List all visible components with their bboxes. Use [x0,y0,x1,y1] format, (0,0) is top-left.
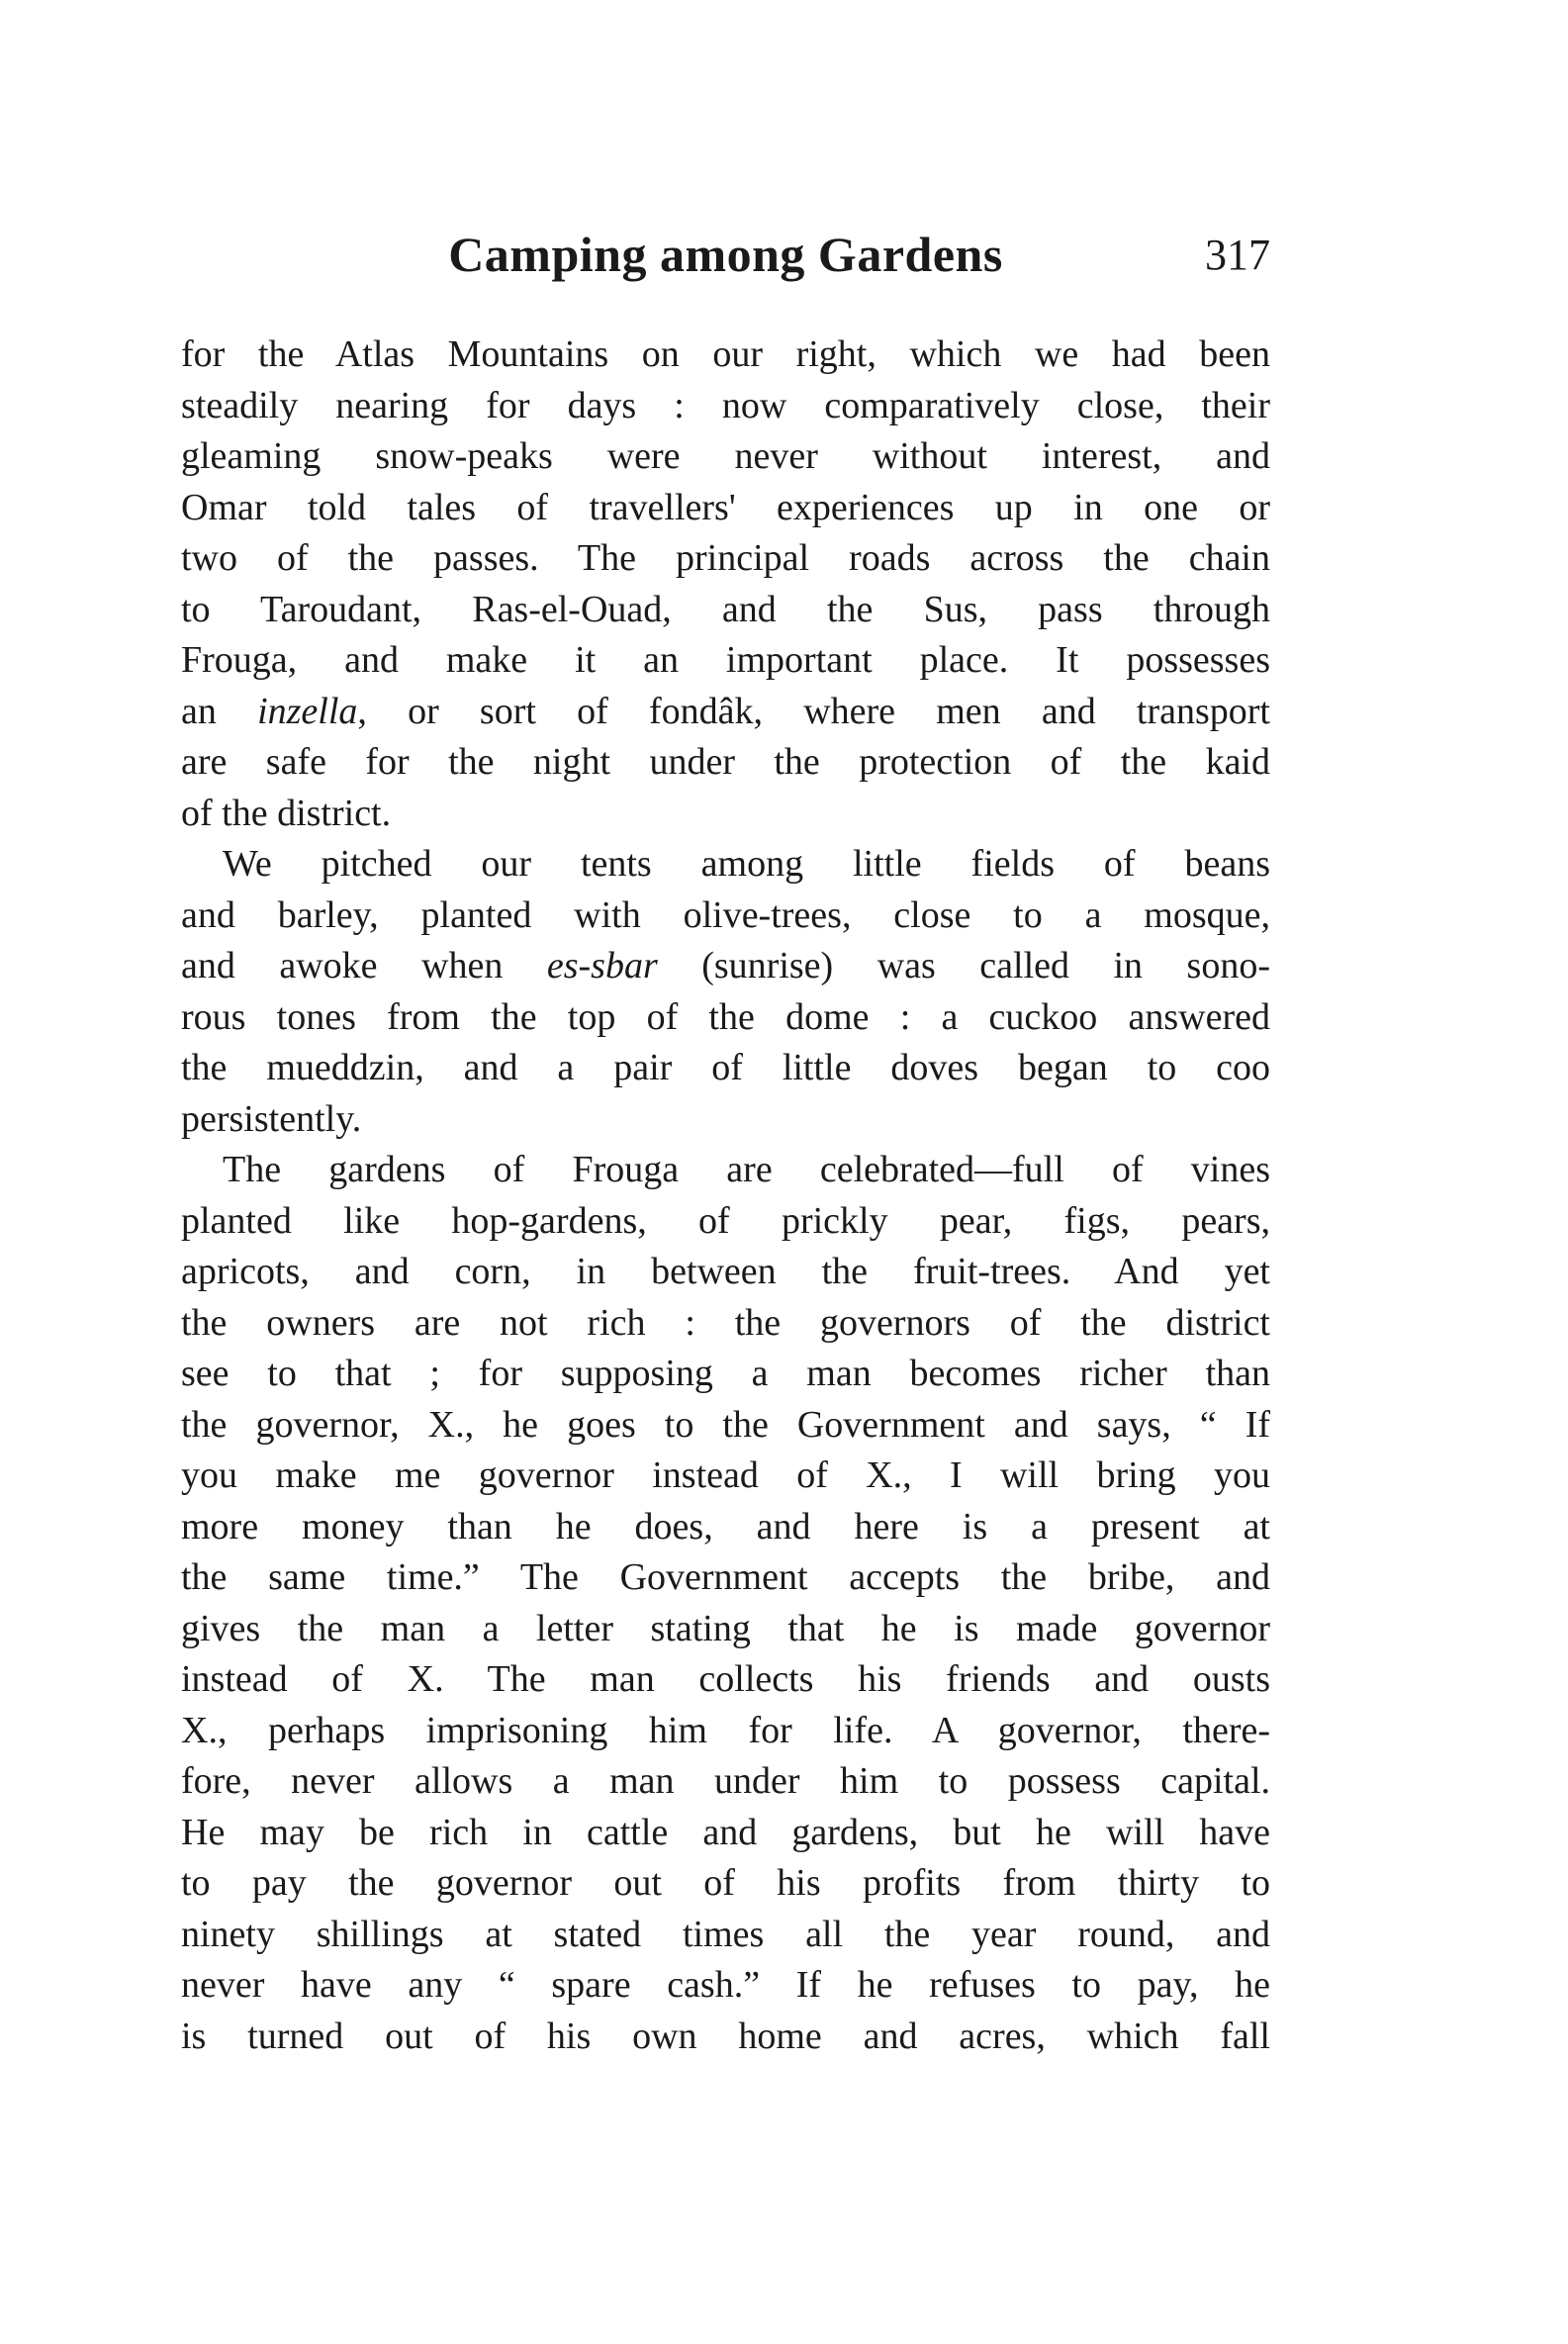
italic-term: es-sbar [546,945,658,986]
text-line: the mueddzin, and a pair of little doves began to coo [181,1047,1270,1088]
text-segment: an [181,690,258,732]
text-line: to Taroudant, Ras-el-Ouad, and the Sus, pass through [181,588,1270,630]
text-line: more money than he does, and here is a present at [181,1505,1270,1547]
text-line: gleaming snow-peaks were never without interest, and [181,435,1270,477]
text-segment: and awoke when [181,945,547,986]
text-line [181,687,1270,738]
text-line: you make me governor instead of X., I will bring you [181,1454,1270,1496]
text-line: the governor, X., he goes to the Government and says, “ If [181,1403,1270,1446]
text-line: gives the man a letter stating that he is made governor [181,1607,1270,1649]
text-line: fore, never allows a man under him to possess capital. [181,1760,1270,1802]
text-line: persistently. [181,1097,362,1140]
text-line: apricots, and corn, in between the fruit-trees. And yet [181,1251,1270,1292]
text-line: instead of X. The man collects his friends and ousts [181,1658,1270,1700]
text-line [181,941,1270,992]
text-line: is turned out of his own home and acres, which fall [181,2015,1270,2057]
text-line: We pitched our tents among little fields of beans [223,843,1270,885]
text-line: He may be rich in cattle and gardens, but he will have [181,1811,1270,1853]
text-line: never have any “ spare cash.” If he refuses to pay, he [181,1964,1270,2006]
text-line: X., perhaps imprisoning him for life. A governor, there- [181,1709,1270,1751]
text-line: and barley, planted with olive-trees, close to a mosque, [181,893,1270,936]
text-line: the same time.” The Government accepts the bribe, and [181,1556,1270,1598]
text-line: rous tones from the top of the dome : a cuckoo answered [181,995,1270,1038]
body-text [181,329,1270,2062]
page-number: 317 [1205,231,1270,279]
text-line: of the district. [181,792,392,834]
text-line: the owners are not rich : the governors of the district [181,1301,1270,1344]
text-line: planted like hop-gardens, of prickly pear, figs, pears, [181,1199,1270,1242]
text-line: for the Atlas Mountains on our right, which we had been [181,333,1270,375]
text-line: steadily nearing for days : now comparatively close, their [181,384,1270,426]
text-segment: (sunrise) was called in sono- [657,945,1270,986]
chapter-title: Camping among Gardens [448,227,1003,282]
text-line: Omar told tales of travellers' experiences up in one or [181,486,1270,528]
text-segment: , or sort of fondâk, where men and transport [357,690,1270,732]
text-line: see to that ; for supposing a man becomes richer than [181,1353,1270,1394]
text-line: two of the passes. The principal roads across the chain [181,537,1270,579]
text-line: The gardens of Frouga are celebrated—full of vines [223,1149,1270,1190]
text-line: ninety shillings at stated times all the year round, and [181,1913,1270,1955]
text-line: are safe for the night under the protection of the kaid [181,741,1270,783]
text-line: to pay the governor out of his profits from thirty to [181,1862,1270,1904]
text-line: Frouga, and make it an important place. It possesses [181,639,1270,681]
running-header [181,226,1270,289]
italic-term: inzella [257,690,358,732]
